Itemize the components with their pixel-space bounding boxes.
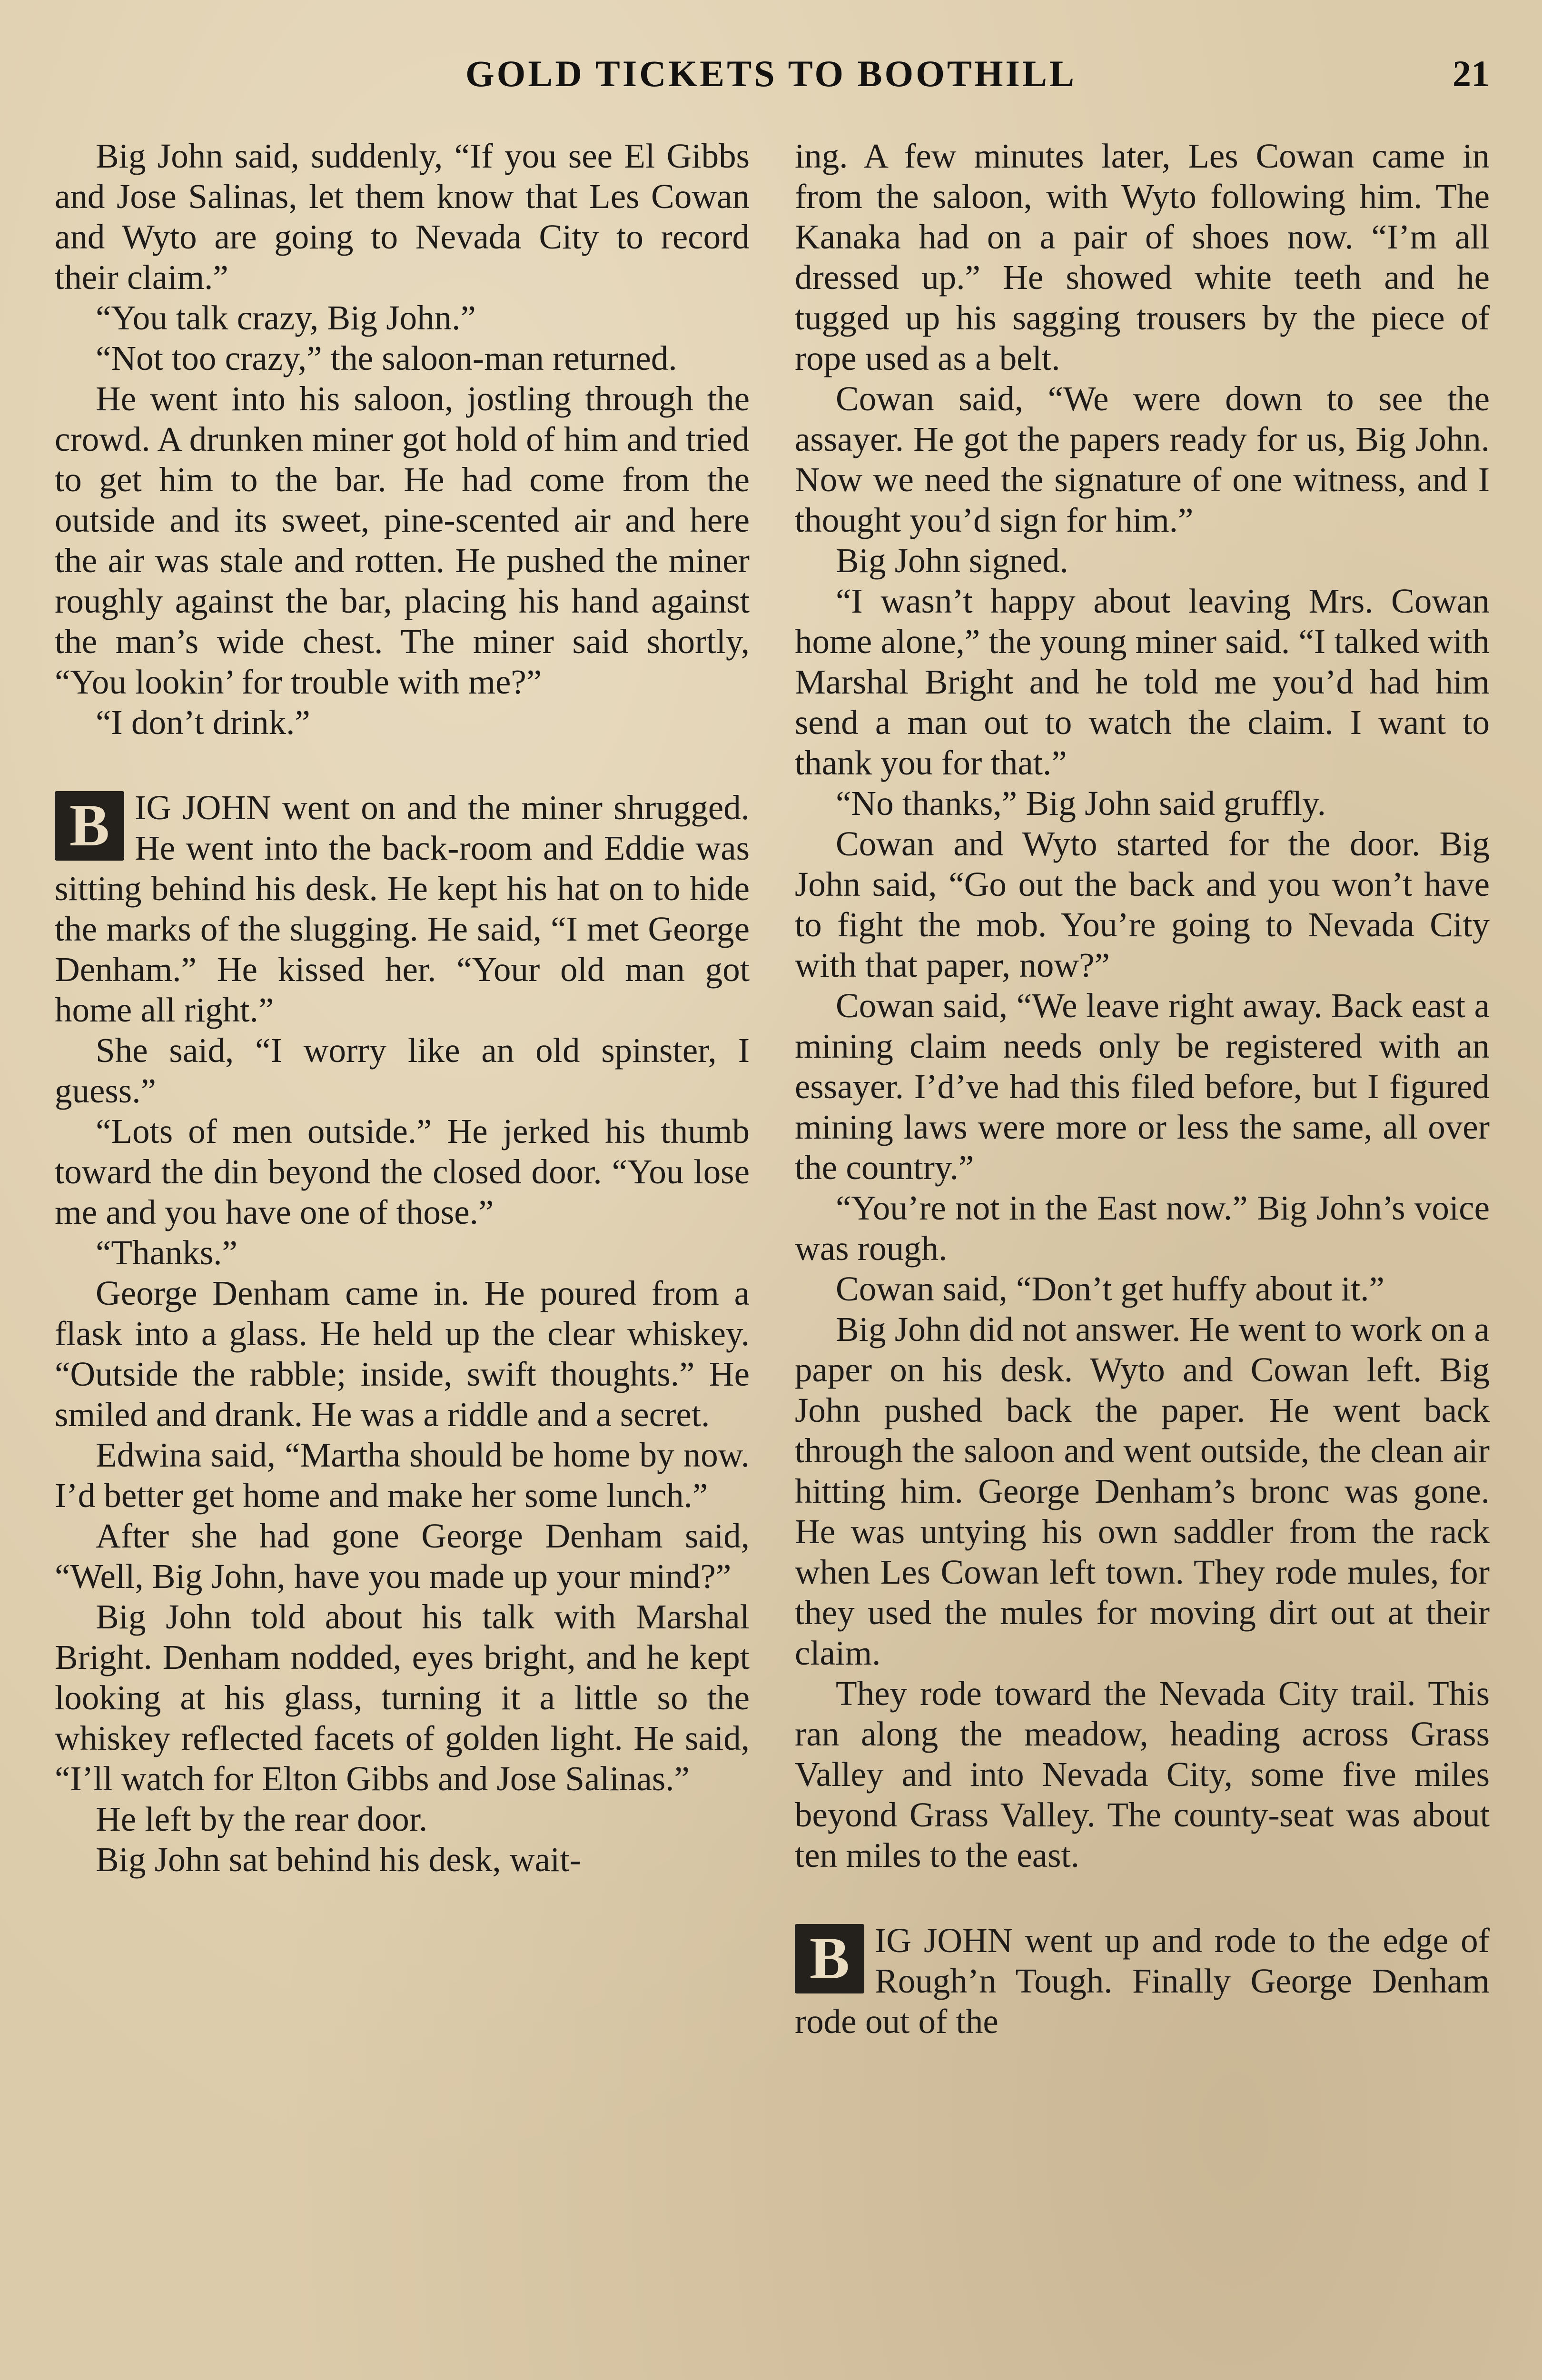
continued-paragraph: ing. A few minutes later, Les Cowan came in from the saloon, with Wyto following him. The Kanaka had on a pair of shoes now. “I’m all dressed up.” He showed white teeth and he tugged up his sagging trousers by the piece of rope used as a belt. — [795, 137, 1490, 377]
drop-cap: B — [55, 791, 124, 861]
paragraph: Edwina said, “Martha should be home by now. I’d better get home and make her some lunch.” — [55, 1436, 750, 1515]
paragraph: They rode toward the Nevada City trail. This ran along the meadow, heading across Grass Valley and into Nevada City, some five miles beyond Grass Valley. The county-seat was about ten miles to the east. — [795, 1674, 1490, 1874]
paragraph: After she had gone George Denham said, “Well, Big John, have you made up your mind?” — [55, 1517, 750, 1596]
paragraph: “No thanks,” Big John said gruffly. — [836, 784, 1326, 823]
running-header — [52, 45, 1490, 102]
paragraph: George Denham came in. He poured from a flask into a glass. He held up the clear whiskey. “Outside the rabble; inside, swift thoughts.” He smiled and drank. He was a riddle and a secret. — [55, 1274, 750, 1434]
paragraph: “Lots of men outside.” He jerked his thumb toward the din beyond the closed door. “You lose me and you have one of those.” — [55, 1112, 750, 1231]
right-column — [795, 136, 1490, 2380]
paragraph: “You’re not in the East now.” Big John’s voice was rough. — [795, 1189, 1490, 1268]
paragraph: Big John did not answer. He went to work on a paper on his desk. Wyto and Cowan left. Big John pushed back the paper. He went back through the saloon and went outside, the clean air hitting him. George Denham’s bronc was gone. He was untying his own saddler from the rack when Les Cowan left town. They rode mules, for they used the mules for moving dirt out at their claim. — [795, 1310, 1490, 1672]
section-opening-text: IG JOHN went on and the miner shrugged. He went into the back-room and Eddie was sitting behind his desk. He kept his hat on to hide the marks of the slugging. He said, “I met George Denham.” He kissed her. “Your old man got home all right.” — [55, 788, 750, 1029]
page-number: 21 — [1453, 53, 1490, 94]
paragraph: Cowan and Wyto started for the door. Big John said, “Go out the back and you won’t have to fight the mob. You’re going to Nevada City with that paper, now?” — [795, 824, 1490, 984]
paragraph: “I don’t drink.” — [96, 703, 310, 742]
paragraph: “You talk crazy, Big John.” — [96, 298, 476, 337]
section-opening-paragraph — [795, 1920, 1490, 2042]
paragraph: She said, “I worry like an old spinster, I guess.” — [55, 1031, 750, 1110]
paragraph: “Not too crazy,” the saloon-man returned. — [96, 339, 677, 377]
left-column — [55, 136, 750, 2380]
paragraph: Big John told about his talk with Marshal Bright. Denham nodded, eyes bright, and he kept looking at his glass, turning it a little so the whiskey reflected facets of golden light. He said, “I’ll watch for Elton Gibbs and Jose Salinas.” — [55, 1597, 750, 1798]
drop-cap: B — [795, 1924, 864, 1993]
paragraph: Big John sat behind his desk, wait- — [96, 1840, 581, 1879]
paragraph: Cowan said, “Don’t get huffy about it.” — [836, 1269, 1384, 1308]
paragraph: Cowan said, “We leave right away. Back east a mining claim needs only be registered with an essayer. I’d’ve had this filed before, but I figured mining laws were more or less the same, all over the country.” — [795, 986, 1490, 1187]
paragraph: “I wasn’t happy about leaving Mrs. Cowan home alone,” the young miner said. “I talked with Marshal Bright and he told me you’d had him send a man out to watch the claim. I want to thank you for that.” — [795, 582, 1490, 782]
paragraph: “Thanks.” — [96, 1233, 237, 1272]
paragraph: He went into his saloon, jostling through the crowd. A drunken miner got hold of him and tried to get him to the bar. He had come from the outside and its sweet, pine-scented air and here the air was stale and rotten. He pushed the miner roughly against the bar, placing his hand against the man’s wide chest. The miner said shortly, “You lookin’ for trouble with me?” — [55, 379, 750, 701]
paragraph: Big John signed. — [836, 541, 1068, 580]
paragraph: Cowan said, “We were down to see the assayer. He got the papers ready for us, Big John. Now we need the signature of one witness, and I thought you’d sign for him.” — [795, 379, 1490, 539]
section-opening-paragraph — [55, 787, 750, 1030]
paragraph: He left by the rear door. — [96, 1800, 428, 1838]
paragraph: Big John said, suddenly, “If you see El Gibbs and Jose Salinas, let them know that Les Cowan and Wyto are going to Nevada City to record their claim.” — [55, 137, 750, 297]
story-title: GOLD TICKETS TO BOOTHILL — [465, 53, 1077, 94]
section-opening-text: IG JOHN went up and rode to the edge of Rough’n Tough. Finally George Denham rode out of the — [795, 1921, 1490, 2041]
